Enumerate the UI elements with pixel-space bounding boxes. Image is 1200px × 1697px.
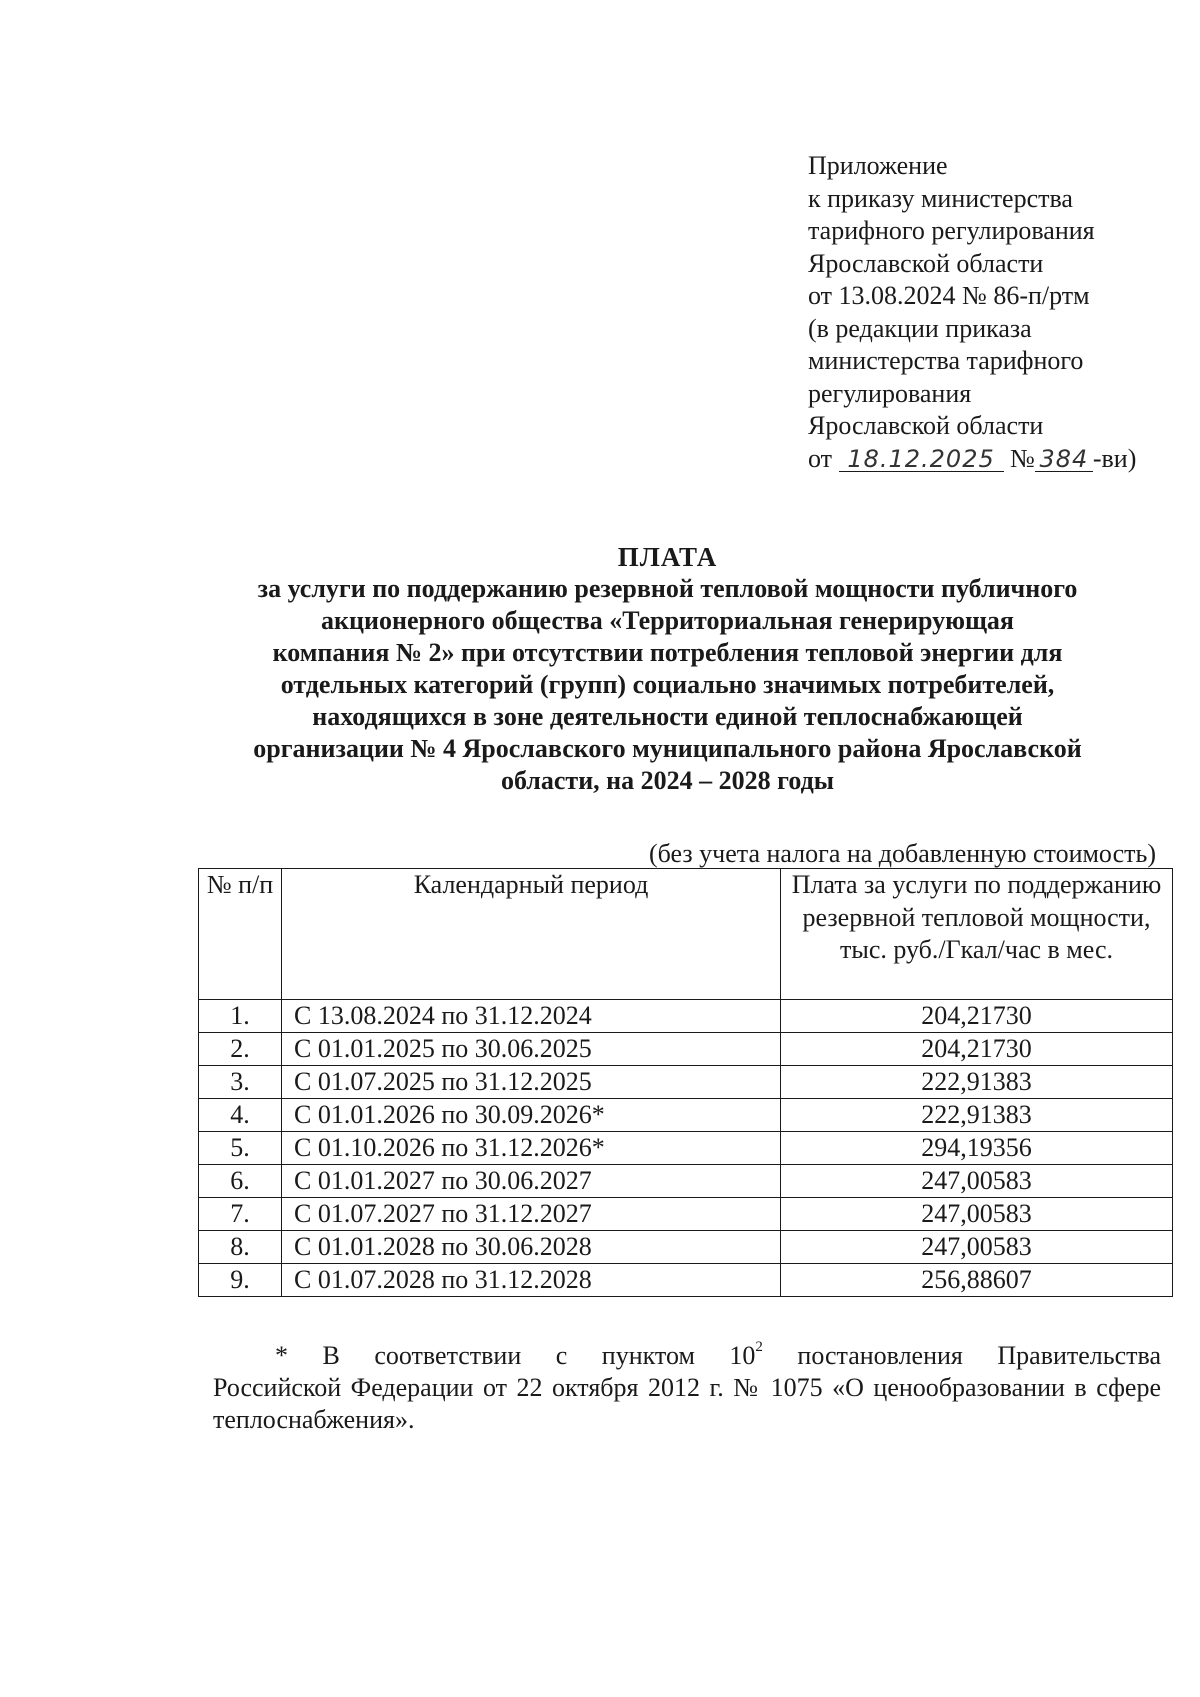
header-fee: Плата за услуги по поддержанию резервной тепловой мощности, тыс. руб./Гкал/час в мес. — [781, 869, 1173, 1000]
row-num: 8. — [199, 1231, 282, 1264]
appendix-line: Ярославской области — [808, 411, 1044, 440]
footnote-rest: Российской Федерации от 22 октября 2012 г. № 1075 «О ценообразовании в сфере теплоснабжения». — [213, 1373, 1161, 1434]
title-line: акционерного общества «Территориальная генерирующая — [321, 606, 1014, 635]
footnote-text: постановления Правительства — [762, 1341, 1161, 1370]
row-num: 7. — [199, 1198, 282, 1231]
appendix-suffix: -ви) — [1092, 443, 1137, 473]
title-heading: ПЛАТА — [617, 542, 718, 572]
number-sign: № — [1010, 443, 1035, 473]
title-line: организации № 4 Ярославского муниципального района Ярославской — [253, 734, 1082, 763]
row-num: 9. — [199, 1264, 282, 1297]
table-row — [199, 1264, 1173, 1297]
row-fee: 247,00583 — [781, 1198, 1173, 1231]
appendix-block — [808, 150, 1136, 475]
table-row — [199, 1198, 1173, 1231]
fee-table — [198, 868, 1173, 1297]
table-row — [199, 1066, 1173, 1099]
table-row — [199, 1033, 1173, 1066]
appendix-line: регулирования — [808, 378, 972, 408]
table-row — [199, 1132, 1173, 1165]
appendix-line: Ярославской области — [808, 248, 1044, 278]
appendix-line: Приложение — [808, 151, 948, 180]
appendix-line: (в редакции приказа — [808, 313, 1032, 343]
row-fee: 247,00583 — [781, 1231, 1173, 1264]
title-line: находящихся в зоне деятельности единой теплоснабжающей — [312, 702, 1023, 731]
table-header-row — [199, 869, 1173, 1000]
row-period: С 01.07.2028 по 31.12.2028 — [282, 1264, 781, 1297]
table-row — [199, 1000, 1173, 1033]
row-period: С 01.01.2026 по 30.09.2026* — [282, 1099, 781, 1132]
title-line: отдельных категорий (групп) социально значимых потребителей, — [280, 670, 1055, 699]
appendix-line: к приказу министерства — [808, 183, 1073, 213]
header-num: № п/п — [199, 869, 282, 1000]
row-num: 1. — [199, 1000, 282, 1033]
appendix-line: тарифного регулирования — [808, 216, 1095, 245]
header-period: Календарный период — [282, 869, 781, 1000]
row-num: 6. — [199, 1165, 282, 1198]
row-fee: 256,88607 — [781, 1264, 1173, 1297]
appendix-signature-line — [808, 443, 1136, 476]
row-num: 4. — [199, 1099, 282, 1132]
footnote-superscript: 2 — [755, 1339, 763, 1355]
title-line: компания № 2» при отсутствии потребления тепловой энергии для — [272, 638, 1063, 667]
table-row — [199, 1231, 1173, 1264]
row-period: С 13.08.2024 по 31.12.2024 — [282, 1000, 781, 1033]
handwritten-date: 18.12.2025 — [839, 447, 1004, 472]
row-fee: 204,21730 — [781, 1033, 1173, 1066]
row-period: С 01.07.2027 по 31.12.2027 — [282, 1198, 781, 1231]
row-period: С 01.01.2025 по 30.06.2025 — [282, 1033, 781, 1066]
row-fee: 204,21730 — [781, 1000, 1173, 1033]
title-line: области, на 2024 – 2028 годы — [500, 766, 835, 795]
footnote-text: * В соответствии с пунктом 10 — [275, 1341, 756, 1370]
row-fee: 294,19356 — [781, 1132, 1173, 1165]
row-num: 5. — [199, 1132, 282, 1165]
row-fee: 222,91383 — [781, 1099, 1173, 1132]
row-period: С 01.07.2025 по 31.12.2025 — [282, 1066, 781, 1099]
row-num: 3. — [199, 1066, 282, 1099]
appendix-line: от 13.08.2024 № 86-п/ртм — [808, 281, 1090, 310]
footnote — [213, 1340, 1161, 1436]
row-period: С 01.01.2027 по 30.06.2027 — [282, 1165, 781, 1198]
row-period: С 01.10.2026 по 31.12.2026* — [282, 1132, 781, 1165]
row-period: С 01.01.2028 по 30.06.2028 — [282, 1231, 781, 1264]
title-line: за услуги по поддержанию резервной тепловой мощности публичного — [257, 574, 1078, 603]
footnote-first-line — [213, 1340, 1161, 1372]
document-title — [200, 541, 1135, 797]
appendix-line: министерства тарифного — [808, 346, 1084, 375]
row-fee: 222,91383 — [781, 1066, 1173, 1099]
row-fee: 247,00583 — [781, 1165, 1173, 1198]
vat-note: (без учета налога на добавленную стоимость) — [648, 839, 1156, 868]
table-row — [199, 1165, 1173, 1198]
table-row — [199, 1099, 1173, 1132]
row-num: 2. — [199, 1033, 282, 1066]
handwritten-number: 384 — [1035, 447, 1093, 472]
appendix-prefix: от — [808, 443, 833, 473]
